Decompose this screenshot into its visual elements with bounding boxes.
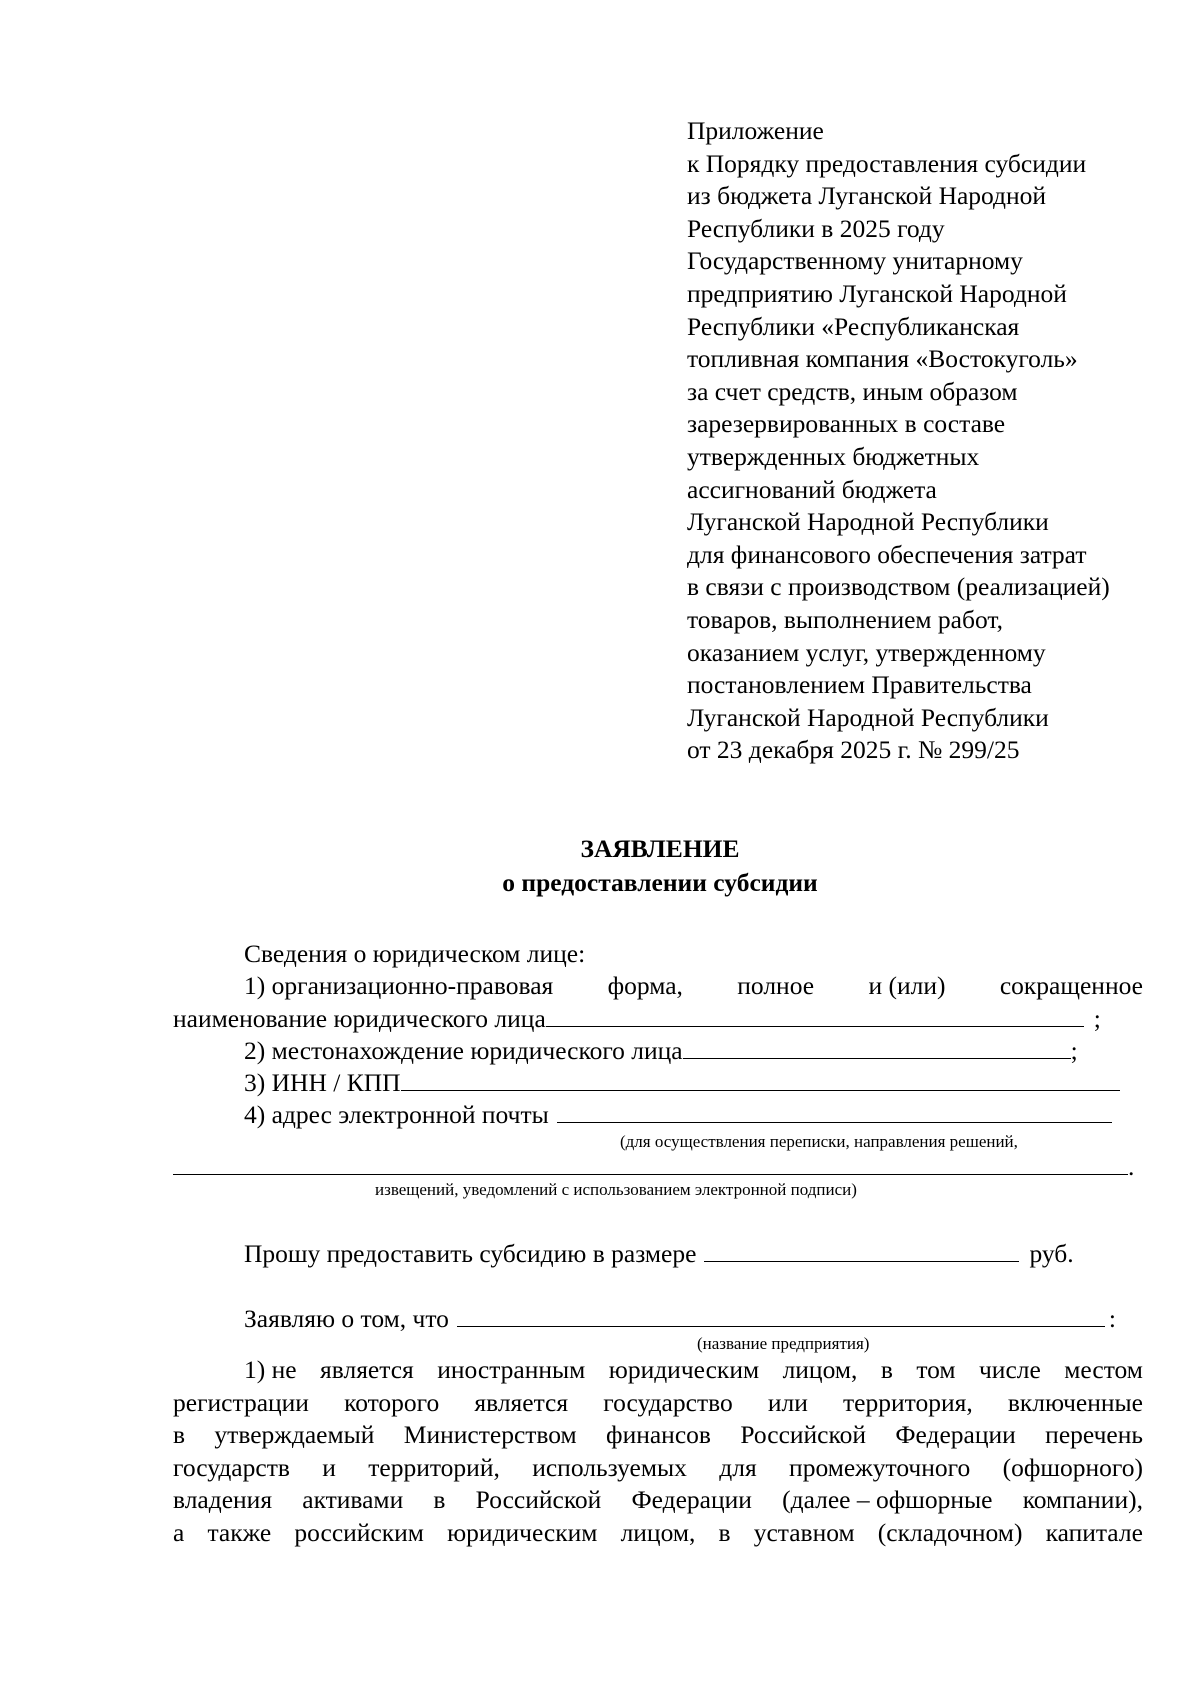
- appendix-line: из бюджета Луганской Народной: [687, 181, 1047, 211]
- clause-word: утверждаемый: [214, 1420, 375, 1449]
- enterprise-name-note: (название предприятия): [697, 1334, 870, 1353]
- declare-label: Заявляю о том, что: [244, 1304, 449, 1333]
- clause-word: включенные: [1007, 1387, 1143, 1417]
- clause-1-paragraph: [173, 1354, 1143, 1549]
- appendix-line: Государственному унитарному: [687, 246, 1023, 276]
- clause-word: или: [767, 1387, 808, 1417]
- title-subtitle: о предоставлении субсидии: [502, 868, 818, 897]
- clause-word: Федерации: [631, 1485, 752, 1514]
- appendix-line: Республики в 2025 году: [687, 213, 945, 243]
- declare-end: :: [1108, 1304, 1116, 1333]
- clause-word: в: [718, 1517, 731, 1547]
- clause-word: является: [320, 1355, 414, 1384]
- request-line: [244, 1237, 1074, 1270]
- clause-word: промежуточного: [789, 1452, 971, 1482]
- appendix-line: Луганской Народной Республики: [687, 702, 1049, 732]
- appendix-line: постановлением Правительства: [687, 670, 1032, 700]
- inn-kpp-field[interactable]: [401, 1066, 1120, 1091]
- clause-word: регистрации: [173, 1387, 309, 1417]
- clause-word: лицом,: [782, 1355, 858, 1384]
- clause-word: капитале: [1045, 1517, 1143, 1547]
- clause-word: является: [474, 1387, 569, 1417]
- clause-word: активами: [302, 1485, 404, 1514]
- email-field[interactable]: [557, 1098, 1112, 1123]
- clause-word: числе: [978, 1355, 1041, 1384]
- item1-word: форма,: [607, 971, 683, 1000]
- item1-line: [244, 970, 1143, 1002]
- item3-label: 3) ИНН / КПП: [244, 1068, 401, 1097]
- appendix-line: утвержденных бюджетных: [687, 441, 980, 471]
- item1-label: наименование юридического лица: [173, 1004, 546, 1033]
- appendix-line: Приложение: [687, 116, 824, 145]
- clause-word: Министерством: [403, 1420, 577, 1449]
- clause-word: финансов: [606, 1420, 711, 1449]
- appendix-line: в связи с производством (реализацией): [687, 572, 1110, 602]
- clause-word: а: [173, 1517, 185, 1547]
- clause-line: [173, 1419, 1143, 1452]
- declare-line: [244, 1302, 1116, 1335]
- currency-unit: руб.: [1029, 1239, 1074, 1268]
- subsidy-amount-field[interactable]: [704, 1237, 1019, 1262]
- appendix-line: зарезервированных в составе: [687, 409, 1006, 439]
- clause-word: и: [322, 1452, 336, 1482]
- clause-word: территорий,: [368, 1452, 500, 1482]
- request-label: Прошу предоставить субсидию в размере: [244, 1239, 697, 1268]
- item2-label: 2) местонахождение юридического лица: [244, 1036, 683, 1065]
- appendix-line: предприятию Луганской Народной: [687, 278, 1067, 308]
- item1-word: и (или): [868, 971, 946, 1000]
- clause-word: российским: [294, 1517, 424, 1547]
- appendix-line: Луганской Народной Республики: [687, 507, 1049, 537]
- appendix-line: оказанием услуг, утвержденному: [687, 637, 1046, 667]
- location-field[interactable]: [683, 1034, 1071, 1059]
- clause-word: (офшорного): [1002, 1452, 1143, 1482]
- clause-word: территория,: [843, 1387, 973, 1417]
- clause-word: государство: [603, 1387, 733, 1417]
- clause-word: владения: [173, 1485, 273, 1514]
- clause-word: уставном: [753, 1517, 855, 1547]
- item3-line: [244, 1066, 1120, 1099]
- item1-continuation: [173, 1002, 1101, 1035]
- clause-word: иностранным: [437, 1355, 586, 1384]
- clause-word: перечень: [1045, 1420, 1143, 1449]
- clause-word: 1) не: [244, 1355, 297, 1384]
- email-note-1: (для осуществления переписки, направления решений,: [620, 1132, 1018, 1151]
- clause-word: юридическим: [608, 1355, 760, 1384]
- clause-word: в: [880, 1355, 893, 1384]
- item2-line: [244, 1034, 1078, 1067]
- clause-line: [173, 1452, 1143, 1485]
- appendix-header: [687, 115, 1157, 767]
- legal-name-field[interactable]: [546, 1002, 1084, 1027]
- clause-line: [173, 1387, 1143, 1420]
- clause-line: [173, 1517, 1143, 1550]
- clause-word: компании),: [1022, 1485, 1143, 1514]
- item1-word: сокращенное: [999, 971, 1143, 1000]
- clause-line: [173, 1484, 1143, 1517]
- enterprise-name-field[interactable]: [457, 1302, 1105, 1327]
- item2-end: ;: [1070, 1036, 1078, 1065]
- appendix-line: для финансового обеспечения затрат: [687, 539, 1087, 569]
- clause-word: используемых: [532, 1452, 687, 1482]
- appendix-line: за счет средств, иным образом: [687, 376, 1018, 406]
- email-continuation-line: [173, 1150, 1134, 1183]
- clause-word: также: [207, 1517, 272, 1547]
- clause-word: местом: [1064, 1355, 1143, 1384]
- clause-word: для: [719, 1452, 757, 1482]
- clause-word: которого: [344, 1387, 440, 1417]
- appendix-line: топливная компания «Востокуголь»: [687, 344, 1078, 374]
- clause-word: юридическим: [447, 1517, 598, 1547]
- email-end: .: [1128, 1152, 1135, 1181]
- appendix-line: от 23 декабря 2025 г. № 299/25: [687, 735, 1020, 765]
- appendix-line: товаров, выполнением работ,: [687, 604, 1003, 634]
- clause-word: том: [916, 1355, 956, 1384]
- item4-label: 4) адрес электронной почты: [244, 1100, 549, 1129]
- appendix-line: ассигнований бюджета: [687, 474, 937, 504]
- clause-word: в: [433, 1485, 446, 1514]
- clause-word: государств: [173, 1452, 290, 1482]
- email-purpose-field[interactable]: [173, 1150, 1128, 1175]
- clause-word: (далее – офшорные: [782, 1485, 993, 1514]
- clause-word: (складочном): [877, 1517, 1023, 1547]
- clause-word: лицом,: [620, 1517, 696, 1547]
- appendix-line: к Порядку предоставления субсидии: [687, 148, 1087, 178]
- clause-word: Российской: [475, 1485, 602, 1514]
- clause-line: [173, 1354, 1143, 1387]
- email-note-2: извещений, уведомлений с использованием электронной подписи): [375, 1180, 857, 1199]
- legal-entity-heading: Сведения о юридическом лице:: [244, 939, 586, 968]
- clause-word: Российской: [740, 1420, 866, 1449]
- item1-word: полное: [737, 971, 815, 1000]
- clause-word: в: [173, 1420, 186, 1449]
- title-main: ЗАЯВЛЕНИЕ: [580, 834, 740, 863]
- item1-end: ;: [1093, 1004, 1101, 1033]
- clause-word: Федерации: [895, 1420, 1016, 1449]
- item4-line: [244, 1098, 1112, 1131]
- document-title: [0, 832, 1200, 900]
- item1-word: 1) организационно-правовая: [244, 971, 554, 1000]
- appendix-line: Республики «Республиканская: [687, 311, 1020, 341]
